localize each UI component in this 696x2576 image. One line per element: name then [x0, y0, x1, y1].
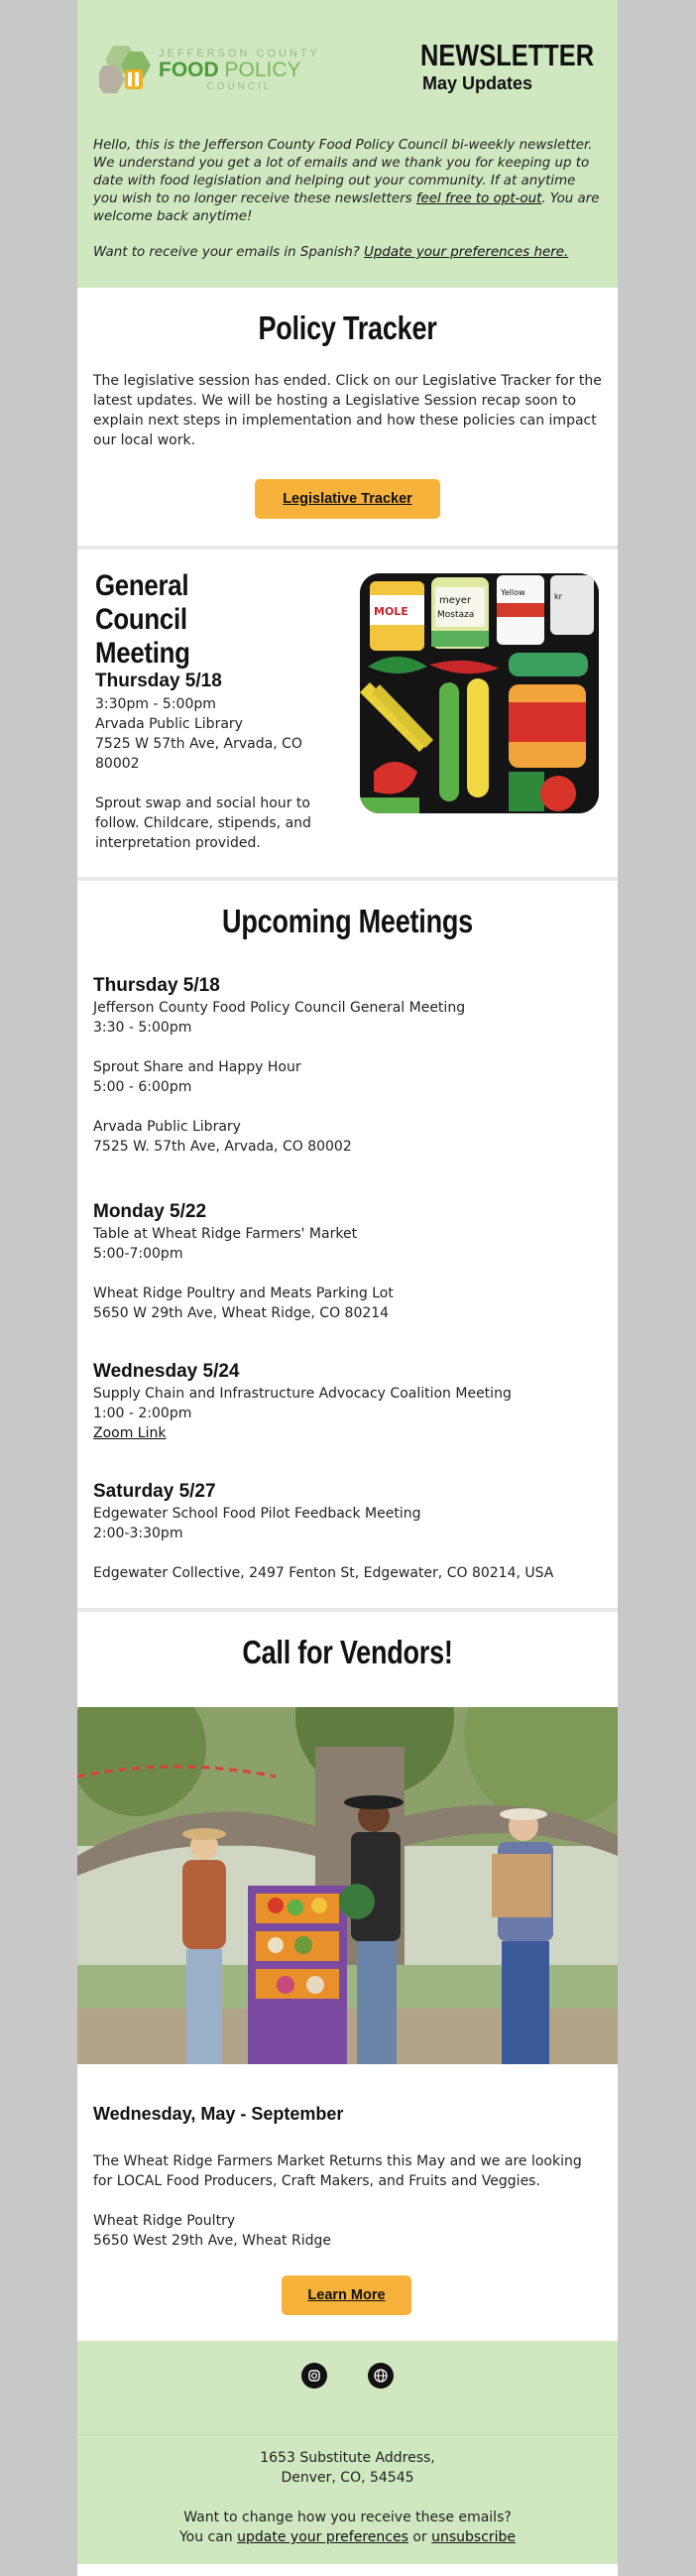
- event-name: Supply Chain and Infrastructure Advocacy Coalition Meeting: [93, 1386, 512, 1402]
- logo-icon: [99, 40, 161, 95]
- unsubscribe-link[interactable]: unsubscribe: [431, 2529, 517, 2545]
- event-date: Thursday 5/18: [93, 975, 220, 996]
- opt-out-link[interactable]: feel free to opt-out: [415, 191, 542, 206]
- council-location: Arvada Public Library: [95, 716, 243, 732]
- footer-text: [77, 2448, 618, 2547]
- council-details: [95, 694, 318, 853]
- footer-divider: [77, 2434, 618, 2435]
- footer-address-line2: Denver, CO, 54545: [281, 2470, 414, 2486]
- footer-you-can: You can: [178, 2529, 238, 2545]
- logo-council-text: COUNCIL: [206, 81, 273, 92]
- vendors-description: The Wheat Ridge Farmers Market Returns this May and we are looking for LOCAL Food Producers, Craft Makers, and Fruits and Veggies.: [93, 2153, 582, 2189]
- event-time: 3:30 - 5:00pm: [93, 1020, 192, 1036]
- newsletter-subtitle: May Updates: [422, 73, 533, 93]
- event-item: [93, 1360, 604, 1443]
- zoom-link[interactable]: Zoom Link: [93, 1425, 167, 1441]
- event-address: 7525 W. 57th Ave, Arvada, CO 80002: [93, 1139, 352, 1155]
- policy-tracker-text: The legislative session has ended. Click on our Legislative Tracker for the latest updates. We will be hosting a Legislative Session recap soon to explain next steps in implementation and how these policies can impact our local work.: [93, 373, 602, 448]
- intro-text: [93, 137, 604, 262]
- event-place: Wheat Ridge Poultry and Meats Parking Lot: [93, 1286, 394, 1301]
- event-name: Edgewater School Food Pilot Feedback Meeting: [93, 1506, 421, 1522]
- logo: [99, 34, 337, 103]
- council-address: 7525 W 57th Ave, Arvada, CO 80002: [95, 736, 302, 772]
- can-label-kr: kr: [554, 592, 562, 601]
- footer-address-line1: 1653 Substitute Address,: [260, 2450, 435, 2466]
- upcoming-meetings-title: Upcoming Meetings: [222, 903, 473, 939]
- event-time: 2:00-3:30pm: [93, 1526, 183, 1541]
- event-time: 5:00-7:00pm: [93, 1246, 183, 1262]
- event-name: Jefferson County Food Policy Council General Meeting: [93, 1000, 466, 1016]
- event-place: Arvada Public Library: [93, 1119, 241, 1135]
- event-time: 1:00 - 2:00pm: [93, 1406, 192, 1421]
- intro-body: Hello, this is the Jefferson County Food Policy Council bi-weekly newsletter. We understand you get a lot of emails and we thank you for keeping up to date with food legislation and helping out your community. If at anytime you wish to no longer receive these newsletters: [93, 138, 593, 206]
- can-label-meyer: meyer: [439, 595, 472, 606]
- newsletter-container: [77, 0, 618, 2576]
- general-council-title: General Council Meeting: [95, 569, 190, 670]
- policy-tracker-section: [77, 288, 618, 546]
- event-date: Wednesday 5/24: [93, 1361, 240, 1382]
- can-label-yellow: Yellow: [501, 588, 525, 597]
- event-date: Saturday 5/27: [93, 1481, 216, 1502]
- spanish-preferences-link[interactable]: Update your preferences here.: [364, 245, 569, 260]
- logo-food-text: FOOD: [159, 59, 219, 81]
- canned-food-illustration: [360, 573, 599, 813]
- event-name: Table at Wheat Ridge Farmers' Market: [93, 1226, 358, 1242]
- call-for-vendors-title: Call for Vendors!: [242, 1634, 453, 1670]
- event-item: [93, 1480, 604, 1583]
- event-extra-time: 5:00 - 6:00pm: [93, 1079, 192, 1095]
- event-address: 5650 W 29th Ave, Wheat Ridge, CO 80214: [93, 1305, 390, 1321]
- policy-tracker-title: Policy Tracker: [258, 309, 437, 346]
- instagram-icon[interactable]: [301, 2363, 327, 2389]
- farmers-market-photo: [77, 1707, 618, 2064]
- header: [77, 0, 618, 288]
- vendors-date: Wednesday, May - September: [93, 2104, 344, 2124]
- learn-more-button[interactable]: Learn More: [282, 2275, 411, 2315]
- newsletter-title: NEWSLETTER: [420, 38, 595, 72]
- event-extra: Sprout Share and Happy Hour: [93, 1059, 301, 1075]
- footer-change-text: Want to change how you receive these emails?: [183, 2510, 512, 2525]
- event-item: [93, 1200, 604, 1323]
- website-globe-icon[interactable]: [368, 2363, 394, 2389]
- upcoming-meetings-section: [77, 881, 618, 1608]
- vendors-place: Wheat Ridge Poultry: [93, 2213, 236, 2229]
- logo-policy-text: POLICY: [224, 59, 301, 81]
- intro-end: . You are welcome back anytime!: [93, 191, 600, 224]
- event-item: [93, 974, 604, 1157]
- footer-or: or: [407, 2529, 432, 2545]
- council-note: Sprout swap and social hour to follow. Childcare, stipends, and interpretation provided.: [95, 796, 311, 851]
- footer: [77, 2341, 618, 2564]
- council-time: 3:30pm - 5:00pm: [95, 696, 216, 712]
- event-date: Monday 5/22: [93, 1201, 207, 1222]
- can-label-mole: MOLE: [374, 605, 408, 618]
- can-label-mostaza: Mostaza: [437, 610, 475, 620]
- event-address: Edgewater Collective, 2497 Fenton St, Edgewater, CO 80214, USA: [93, 1565, 554, 1581]
- call-for-vendors-section: [77, 1612, 618, 2341]
- general-council-section: [77, 550, 618, 877]
- legislative-tracker-button[interactable]: Legislative Tracker: [255, 479, 440, 519]
- vendors-text: [93, 2151, 604, 2251]
- update-preferences-link[interactable]: update your preferences: [237, 2529, 408, 2545]
- spanish-prefix: Want to receive your emails in Spanish?: [93, 245, 365, 260]
- logo-top-text: JEFFERSON COUNTY: [159, 48, 320, 60]
- council-date: Thursday 5/18: [95, 671, 222, 691]
- vendors-address: 5650 West 29th Ave, Wheat Ridge: [93, 2233, 331, 2249]
